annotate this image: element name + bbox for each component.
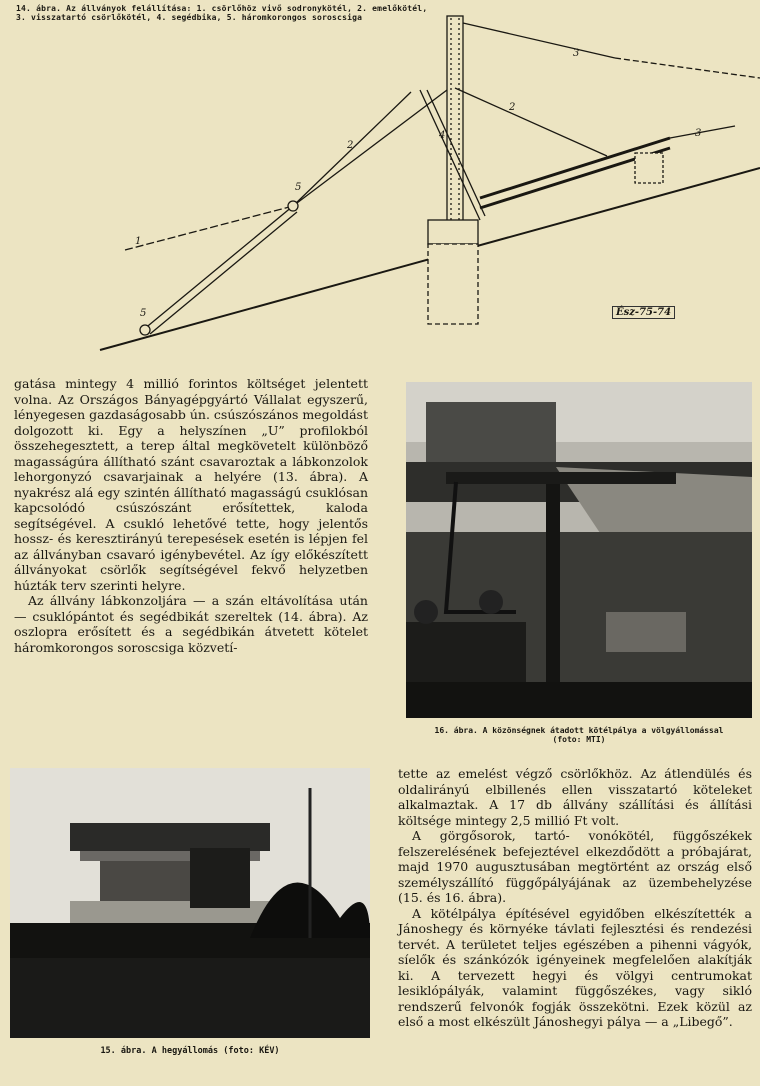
right-paragraph-1: tette az emelést végző csörlőkhöz. Az átlendülés és oldalirányú elbillenés ellen visszatartó köteleket alkalmaztak. A 17 db állvány szállítási és állítási költsége mintegy 2,5 millió Ft volt. bbox=[398, 766, 752, 828]
figure-16-caption-line2: (foto: MTI) bbox=[552, 735, 606, 744]
right-paragraph-3: A kötélpálya építésével egyidőben elkészítették a Jánoshegy és környéke távlati fejlesztési és rendezési tervét. A területet teljes egészében a pihenni vágyók, síelők és szánkózók igényeinek megfelelően alakítják ki. A tervezett hegyi és völgyi centrumokat lesiklópályák, valamint függőszékes, vagy sikló rendszerű felvonók fogják összekötni. Ezek közül az első a most elkészült Jánoshegyi pálya — a „Libegő”. bbox=[398, 905, 752, 1029]
cable-1 bbox=[125, 206, 293, 250]
chairlift-valley-station-image bbox=[406, 382, 752, 718]
mountain-station-image bbox=[10, 768, 370, 1038]
stacked-weights bbox=[635, 153, 663, 183]
figure-15-photo bbox=[10, 768, 370, 1038]
diagram-number-labels bbox=[135, 48, 701, 319]
figure-14-caption-line2: 3. visszatartó csörlőkötél, 4. segédbika, 5. háromkorongos soroscsiga bbox=[16, 13, 363, 22]
label-3a: 3 bbox=[573, 48, 580, 59]
label-5a: 5 bbox=[295, 182, 302, 193]
pulley-5-upper bbox=[288, 201, 298, 211]
mast bbox=[447, 16, 463, 226]
left-paragraph-2: Az állvány lábkonzoljára — a szán eltávolítása után — csuklópántot és segédbikát szereltek (14. ábra). Az oszlopra erősített és a segédbikán átvetett kötelet háromkorongos soroscsiga közvetí- bbox=[14, 593, 368, 655]
pulley-5-lower bbox=[140, 325, 150, 335]
label-2a: 2 bbox=[347, 140, 354, 151]
figure-15-caption: 15. ábra. A hegyállomás (foto: KÉV) bbox=[100, 1046, 280, 1056]
cable-3 bbox=[463, 23, 615, 58]
cable-2-left bbox=[293, 90, 447, 206]
label-1: 1 bbox=[135, 236, 142, 247]
label-4: 4 bbox=[439, 130, 446, 141]
label-2b: 2 bbox=[509, 102, 516, 113]
foundation-base bbox=[428, 244, 478, 324]
foundation-block bbox=[428, 220, 478, 244]
label-3b: 3 bbox=[695, 128, 702, 139]
figure-16-caption bbox=[404, 726, 754, 744]
figure-16-photo bbox=[406, 382, 752, 718]
figure-14-caption-line1: 14. ábra. Az állványok felállítása: 1. csörlőhöz vivő sodronykötél, 2. emelőkötél, bbox=[16, 4, 428, 13]
label-5b: 5 bbox=[140, 308, 147, 319]
figure-16-caption-line1: 16. ábra. A közönségnek átadott kötélpálya a völgyállomással bbox=[434, 726, 724, 735]
right-text-column bbox=[398, 766, 752, 1030]
figure-14-code: Ész-75-74 bbox=[612, 306, 675, 319]
right-paragraph-2: A görgősorok, tartó- vonókötél, függőszékek felszerelésének befejeztével elkezdődött a próbajárat, majd 1970 augusztusában megtörtént az ország első személyszállító függőpályájának az üzembehelyzése (15. és 16. ábra). bbox=[398, 828, 752, 905]
cable-2-upper bbox=[455, 88, 607, 156]
left-text-column bbox=[14, 376, 368, 655]
left-paragraph-1: gatása mintegy 4 millió forintos költséget jelentett volna. Az Országos Bányagépgyártó Vállalat egyszerű, lényegesen gazdaságosabb ún. csúszószános megoldást dolgozott ki. Egy a helyszínen „U” profilokból összehegesztett, a terep által megkövetelt különböző magasságúra állítható szánt csavaroztak a lábkonzolok lehorgonyzó csavarjainak a helyére (13. ábra). A nyakrész alá egy szintén állítható magasságú csuklósan kapcsolódó csúszószánt erősítettek, kaloda segítségével. A csukló lehetővé tette, hogy jelentős hossz- és keresztirányú terepesések esetén is lépjen fel az állványban csavaró igénybevétel. Az így előkészített állványokat csörlők segítségével fekvő helyzetben húzták terv szerinti helyre. bbox=[14, 376, 368, 593]
